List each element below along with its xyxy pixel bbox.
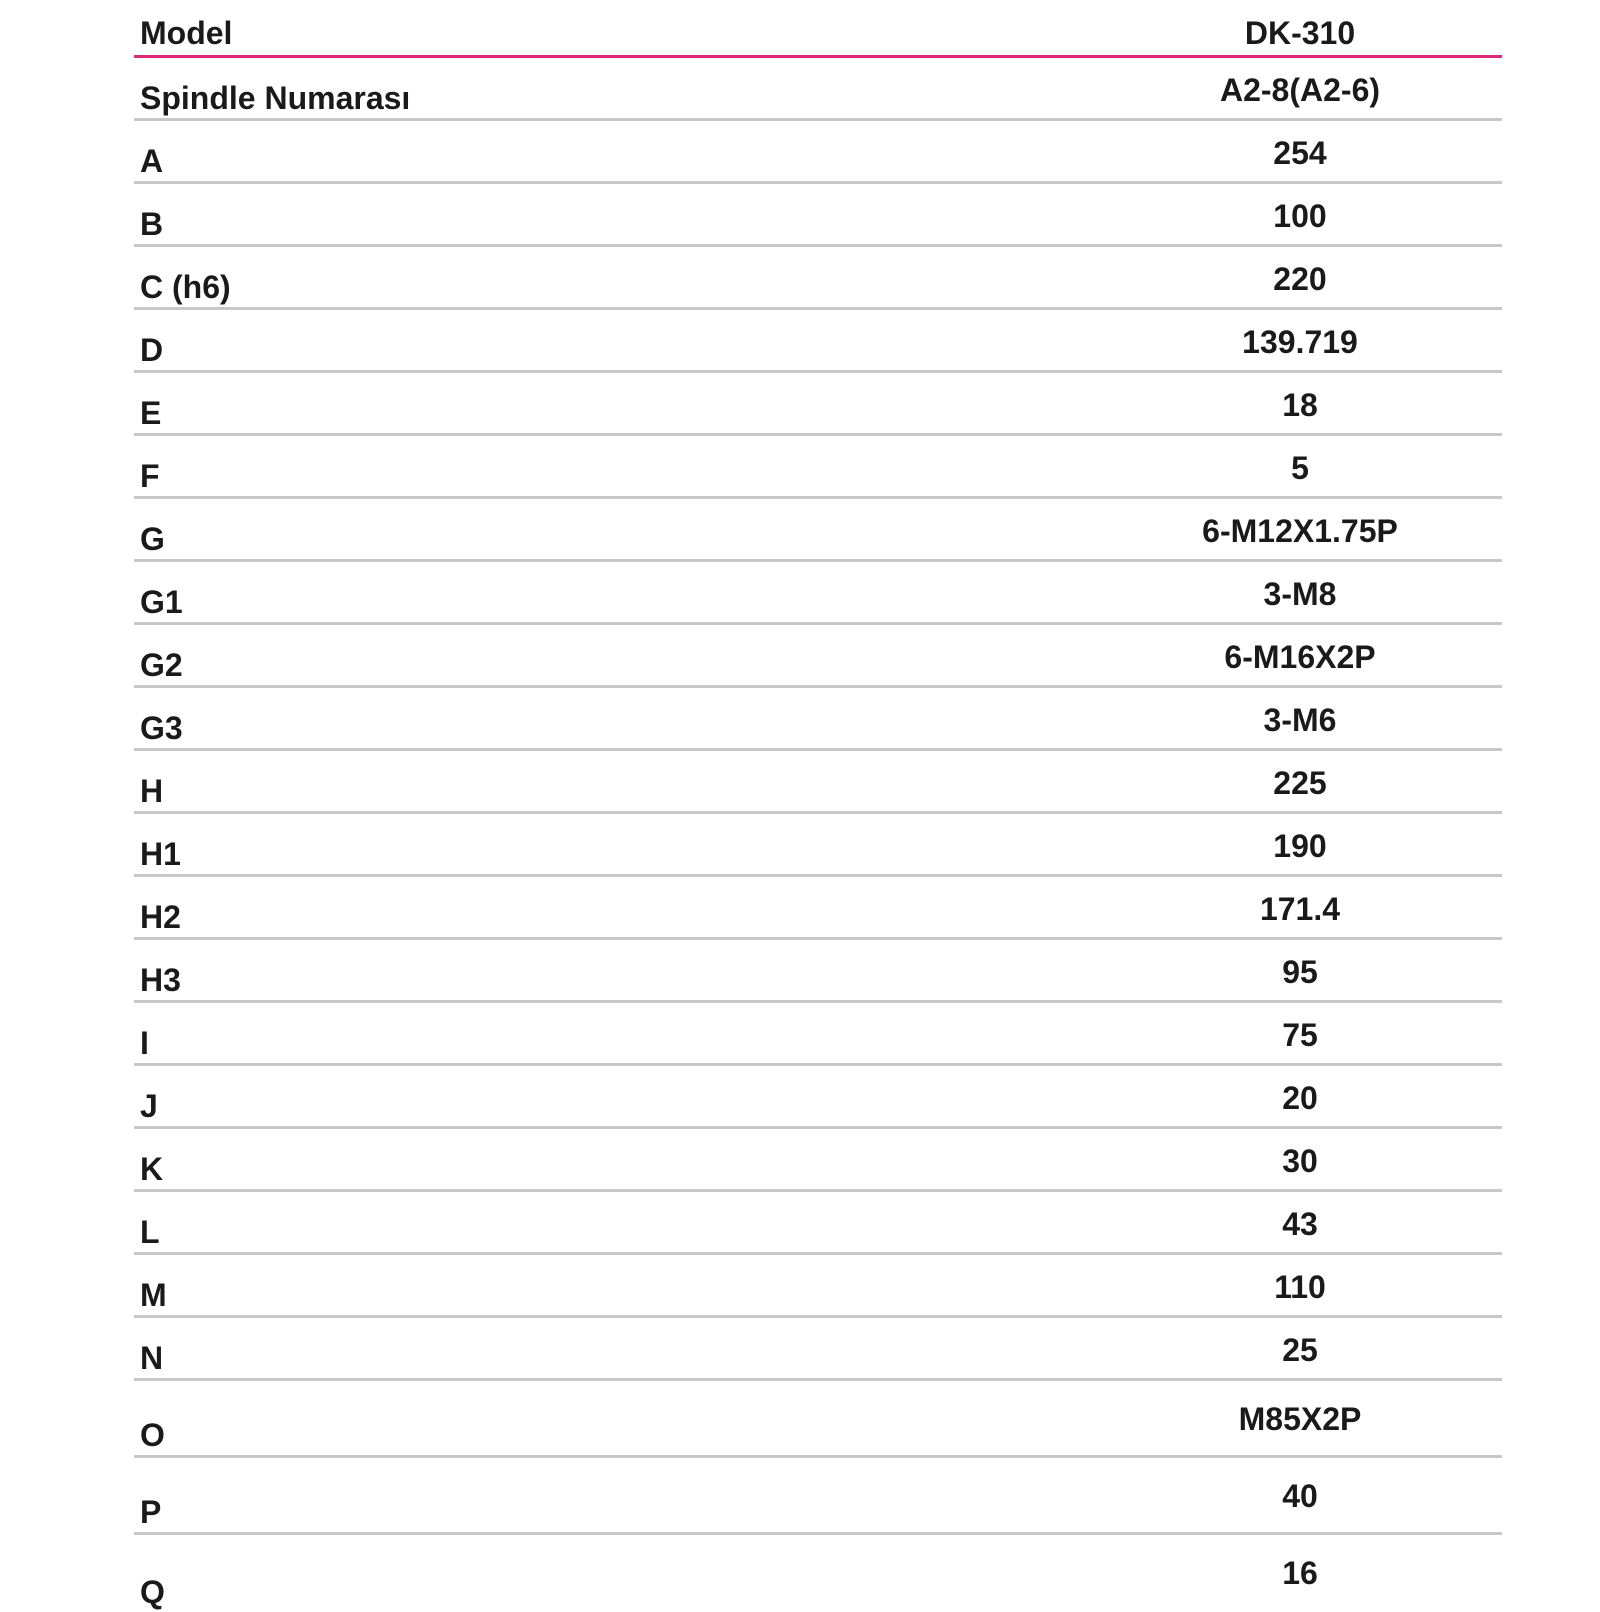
row-value: 18 (1282, 387, 1318, 423)
table-row (134, 184, 1502, 247)
table-row (134, 1381, 1502, 1458)
table-row (134, 373, 1502, 436)
row-label: C (h6) (140, 269, 231, 305)
row-label: A (140, 143, 164, 179)
row-label: B (140, 206, 164, 242)
row-value: 220 (1273, 261, 1327, 297)
table-row (134, 1255, 1502, 1318)
row-value: 16 (1282, 1555, 1318, 1591)
row-label: J (140, 1088, 158, 1124)
row-value: 171.4 (1259, 891, 1341, 927)
row-value: 100 (1273, 198, 1327, 234)
table-row (134, 814, 1502, 877)
row-label: G (140, 521, 165, 557)
row-value: 5 (1291, 450, 1309, 486)
table-row (134, 562, 1502, 625)
row-value: 6-M12X1.75P (1202, 513, 1398, 549)
row-label: G1 (140, 584, 183, 620)
table-row (134, 625, 1502, 688)
table-row (134, 1003, 1502, 1066)
row-label: Q (140, 1574, 165, 1610)
table-row (134, 1458, 1502, 1535)
row-label: D (140, 332, 164, 368)
table-row (134, 1192, 1502, 1255)
row-label: E (140, 395, 162, 431)
table-row (134, 121, 1502, 184)
table-row (134, 1535, 1502, 1612)
table-row (134, 688, 1502, 751)
row-label: G3 (140, 710, 183, 746)
header-label: Model (140, 15, 233, 51)
row-value: 40 (1282, 1478, 1318, 1514)
row-label: O (140, 1417, 165, 1453)
row-label: K (140, 1151, 164, 1187)
table-row (134, 310, 1502, 373)
row-label: N (140, 1340, 164, 1376)
table-row (134, 751, 1502, 814)
row-value: 30 (1282, 1143, 1318, 1179)
table-row (134, 247, 1502, 310)
row-label: H2 (140, 899, 181, 935)
header-model-value: DK-310 (1244, 15, 1356, 51)
row-label: M (140, 1277, 167, 1313)
row-value: 139.719 (1242, 324, 1358, 360)
row-label: G2 (140, 647, 183, 683)
row-label: H (140, 773, 164, 809)
row-value: 6-M16X2P (1224, 639, 1376, 675)
row-label: F (140, 458, 160, 494)
table-row (134, 940, 1502, 1003)
row-value: M85X2P (1238, 1401, 1362, 1437)
table-header-row (134, 0, 1502, 58)
row-value: 43 (1282, 1206, 1318, 1242)
row-label: L (140, 1214, 160, 1250)
table-row (134, 1129, 1502, 1192)
table-row (134, 1318, 1502, 1381)
row-value: 3-M8 (1263, 576, 1337, 612)
table-row (134, 436, 1502, 499)
row-label: P (140, 1494, 162, 1530)
row-value: 25 (1282, 1332, 1318, 1368)
row-label: H1 (140, 836, 181, 872)
table-row (134, 1066, 1502, 1129)
row-value: 75 (1282, 1017, 1318, 1053)
table-row (134, 58, 1502, 121)
row-value: 95 (1282, 954, 1318, 990)
row-label: H3 (140, 962, 181, 998)
table-row (134, 499, 1502, 562)
row-value: 20 (1282, 1080, 1318, 1116)
row-value: 190 (1273, 828, 1327, 864)
row-value: 254 (1273, 135, 1327, 171)
row-label: I (140, 1025, 149, 1061)
row-value: 225 (1273, 765, 1327, 801)
row-label: Spindle Numarası (140, 80, 411, 116)
row-value: A2-8(A2-6) (1219, 72, 1381, 108)
row-value: 110 (1274, 1269, 1326, 1305)
spec-table (134, 0, 1502, 1612)
table-row (134, 877, 1502, 940)
row-value: 3-M6 (1263, 702, 1337, 738)
